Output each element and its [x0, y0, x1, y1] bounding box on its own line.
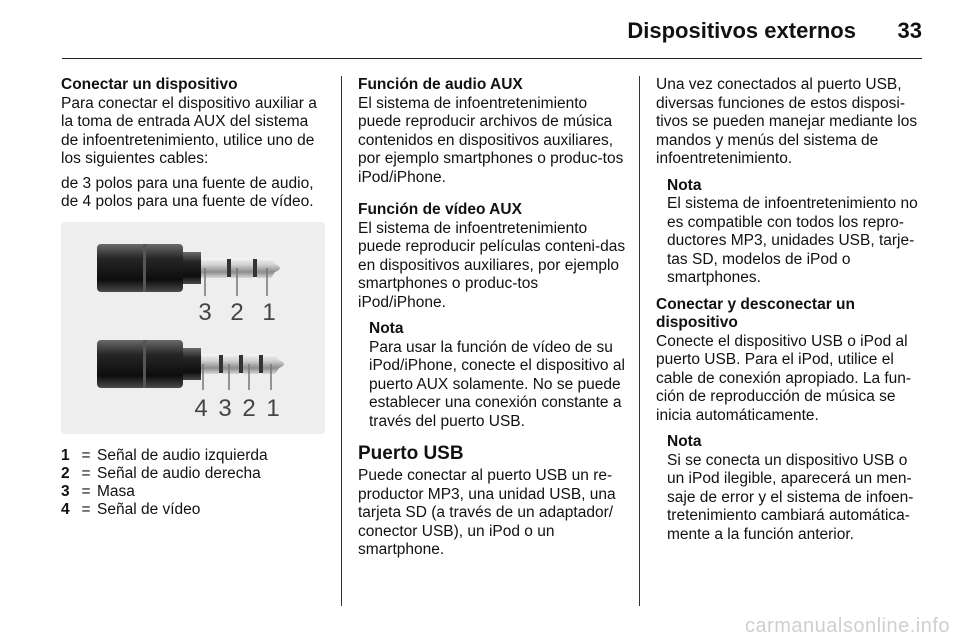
bottom-plug-label-3: 3 — [218, 394, 232, 422]
column-divider-2 — [639, 76, 640, 606]
note-title: Nota — [667, 176, 702, 194]
jack-plugs-figure — [61, 222, 325, 434]
header-title: Dispositivos externos — [627, 18, 856, 43]
note-text: Para usar la función de vídeo de su iPod/iPhone, conecte el dispositivo al puerto AUX solamente. No se puede establecer una conexión constante a través del puerto USB. — [369, 338, 625, 430]
column-1 — [61, 76, 327, 519]
connect-device-text: Para conectar el dispositivo auxiliar a la toma de entrada AUX del sistema de infoentretenimiento, utilice uno de los siguientes cables: — [61, 94, 317, 167]
watermark: carmanualsonline.info — [744, 615, 950, 637]
usb-port-text: Puede conectar al puerto USB un re-productor MP3, una unidad USB, una tarjeta SD (a través de un adaptador/ conector USB), un iPod o un smartphone. — [358, 467, 616, 558]
connect-device-heading: Conectar un dispositivo — [61, 76, 238, 93]
column-2 — [358, 76, 626, 566]
cable-types-text: de 3 polos para una fuente de audio, de 4 polos para una fuente de vídeo. — [61, 174, 314, 210]
unreadable-device-note — [656, 433, 928, 544]
top-plug-label-1: 1 — [262, 298, 276, 326]
aux-video-note — [358, 320, 626, 431]
column-3 — [656, 76, 928, 552]
aux-audio-text: El sistema de infoentretenimiento puede reproducir archivos de música contenidos en dispositivos auxiliares, por ejemplo smartphones o produc-tos iPod/iPhone. — [358, 94, 624, 186]
page-header — [62, 14, 922, 52]
top-plug-label-3: 3 — [198, 298, 212, 326]
legend-item: 3 = Masa — [61, 482, 135, 500]
legend-item: 4 = Señal de vídeo — [61, 500, 201, 518]
note-text: Si se conecta un dispositivo USB o un iPod ilegible, aparecerá un men-saje de error y el sistema de infoen-tretenimiento cambiará automática-mente a la función anterior. — [667, 451, 914, 543]
bottom-plug-label-1: 1 — [266, 394, 280, 422]
bottom-plug-label-4: 4 — [194, 394, 208, 422]
aux-video-heading: Función de vídeo AUX — [358, 201, 522, 218]
connect-disconnect-heading: Conectar y desconectar un dispositivo — [656, 295, 855, 331]
bottom-plug-label-2: 2 — [242, 394, 256, 422]
aux-video-text: El sistema de infoentretenimiento puede reproducir películas conteni-das en dispositivos auxiliares, por ejemplo smartphones o produc-tos iPod/iPhone. — [358, 219, 626, 311]
usb-intro-text: Una vez conectados al puerto USB, diversas funciones de estos disposi-tivos se pueden manejar mediante los mandos y menús del sistema de infoentretenimiento. — [656, 76, 918, 167]
compatibility-note — [656, 177, 928, 288]
four-pole-plug — [97, 340, 284, 390]
page-number: 33 — [897, 18, 922, 43]
top-plug-label-2: 2 — [230, 298, 244, 326]
header-rule — [62, 58, 922, 59]
jack-plugs-illustration — [61, 222, 325, 434]
three-pole-plug — [97, 244, 280, 296]
usb-port-heading: Puerto USB — [358, 443, 464, 464]
note-title: Nota — [369, 320, 404, 337]
note-title: Nota — [667, 433, 702, 450]
note-text: El sistema de infoentretenimiento no es compatible con todos los repro-ductores MP3, unidades USB, tarje-tas SD, modelos de iPod o smartphones. — [667, 195, 918, 286]
figure-legend — [61, 447, 327, 519]
column-divider-1 — [341, 76, 342, 606]
legend-item: 2 = Señal de audio derecha — [61, 464, 261, 482]
legend-item: 1 = Señal de audio izquierda — [61, 446, 268, 464]
aux-audio-heading: Función de audio AUX — [358, 76, 523, 93]
connect-disconnect-text: Conecte el dispositivo USB o iPod al puerto USB. Para el iPod, utilice el cable de conexión apropiado. La fun-ción de reproducción de música se inicia automáticamente. — [656, 332, 912, 424]
